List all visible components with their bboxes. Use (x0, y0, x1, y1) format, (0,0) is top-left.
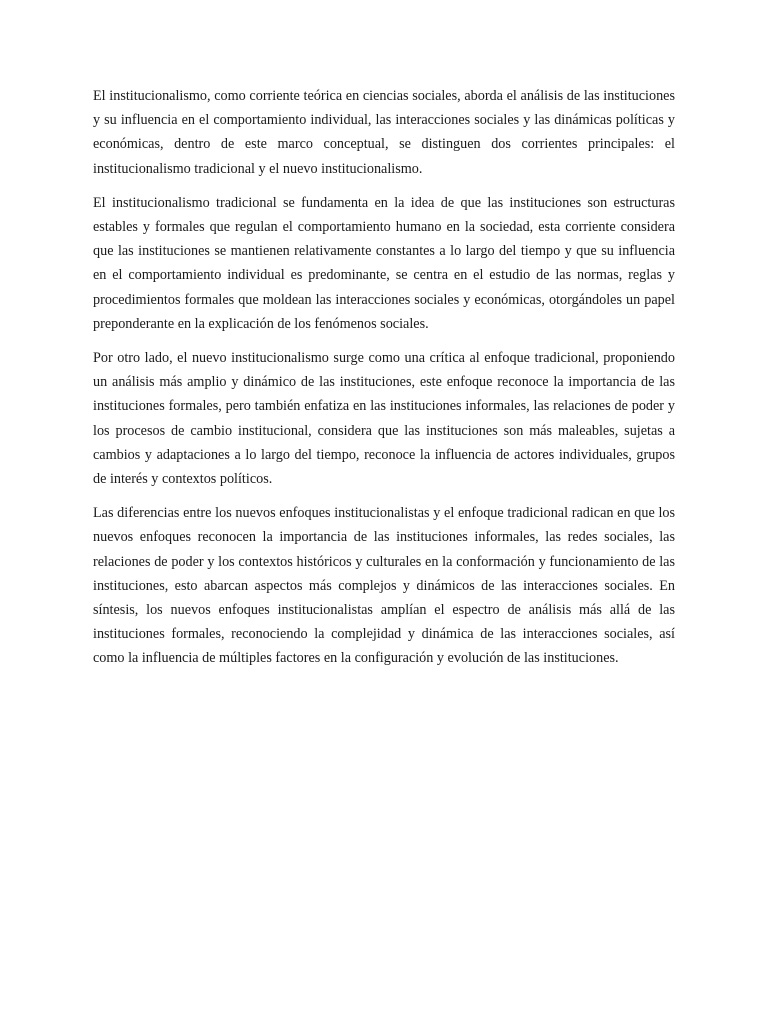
paragraph-3: Por otro lado, el nuevo institucionalismo surge como una crítica al enfoque tradicional, proponiendo un análisis más amplio y dinámico de las instituciones, este enfoque reconoce la importancia de las instituciones formales, pero también enfatiza en las instituciones informales, las relaciones de poder y los procesos de cambio institucional, considera que las instituciones son más maleables, sujetas a cambios y adaptaciones a lo largo del tiempo, reconoce la influencia de actores individuales, grupos de interés y contextos políticos. (93, 350, 675, 488)
paragraph-4: Las diferencias entre los nuevos enfoques institucionalistas y el enfoque tradicional radican en que los nuevos enfoques reconocen la importancia de las instituciones informales, las redes sociales, las relaciones de poder y los contextos históricos y culturales en la conformación y funcionamiento de las instituciones, esto abarcan aspectos más complejos y dinámicos de las interacciones sociales. En síntesis, los nuevos enfoques institucionalistas amplían el espectro de análisis más allá de las instituciones formales, reconociendo la complejidad y dinámica de las interacciones sociales, así como la influencia de múltiples factores en la configuración y evolución de las instituciones. (93, 505, 675, 667)
document-body (93, 84, 675, 681)
paragraph-1: El institucionalismo, como corriente teórica en ciencias sociales, aborda el análisis de las instituciones y su influencia en el comportamiento individual, las interacciones sociales y las dinámicas políticas y económicas, dentro de este marco conceptual, se distinguen dos corrientes principales: el institucionalismo tradicional y el nuevo institucionalismo. (93, 88, 675, 177)
paragraph-2: El institucionalismo tradicional se fundamenta en la idea de que las instituciones son estructuras estables y formales que regulan el comportamiento humano en la sociedad, esta corriente considera que las instituciones se mantienen relativamente constantes a lo largo del tiempo y que su influencia en el comportamiento individual es predominante, se centra en el estudio de las normas, reglas y procedimientos formales que moldean las interacciones sociales y económicas, otorgándoles un papel preponderante en la explicación de los fenómenos sociales. (93, 194, 675, 332)
